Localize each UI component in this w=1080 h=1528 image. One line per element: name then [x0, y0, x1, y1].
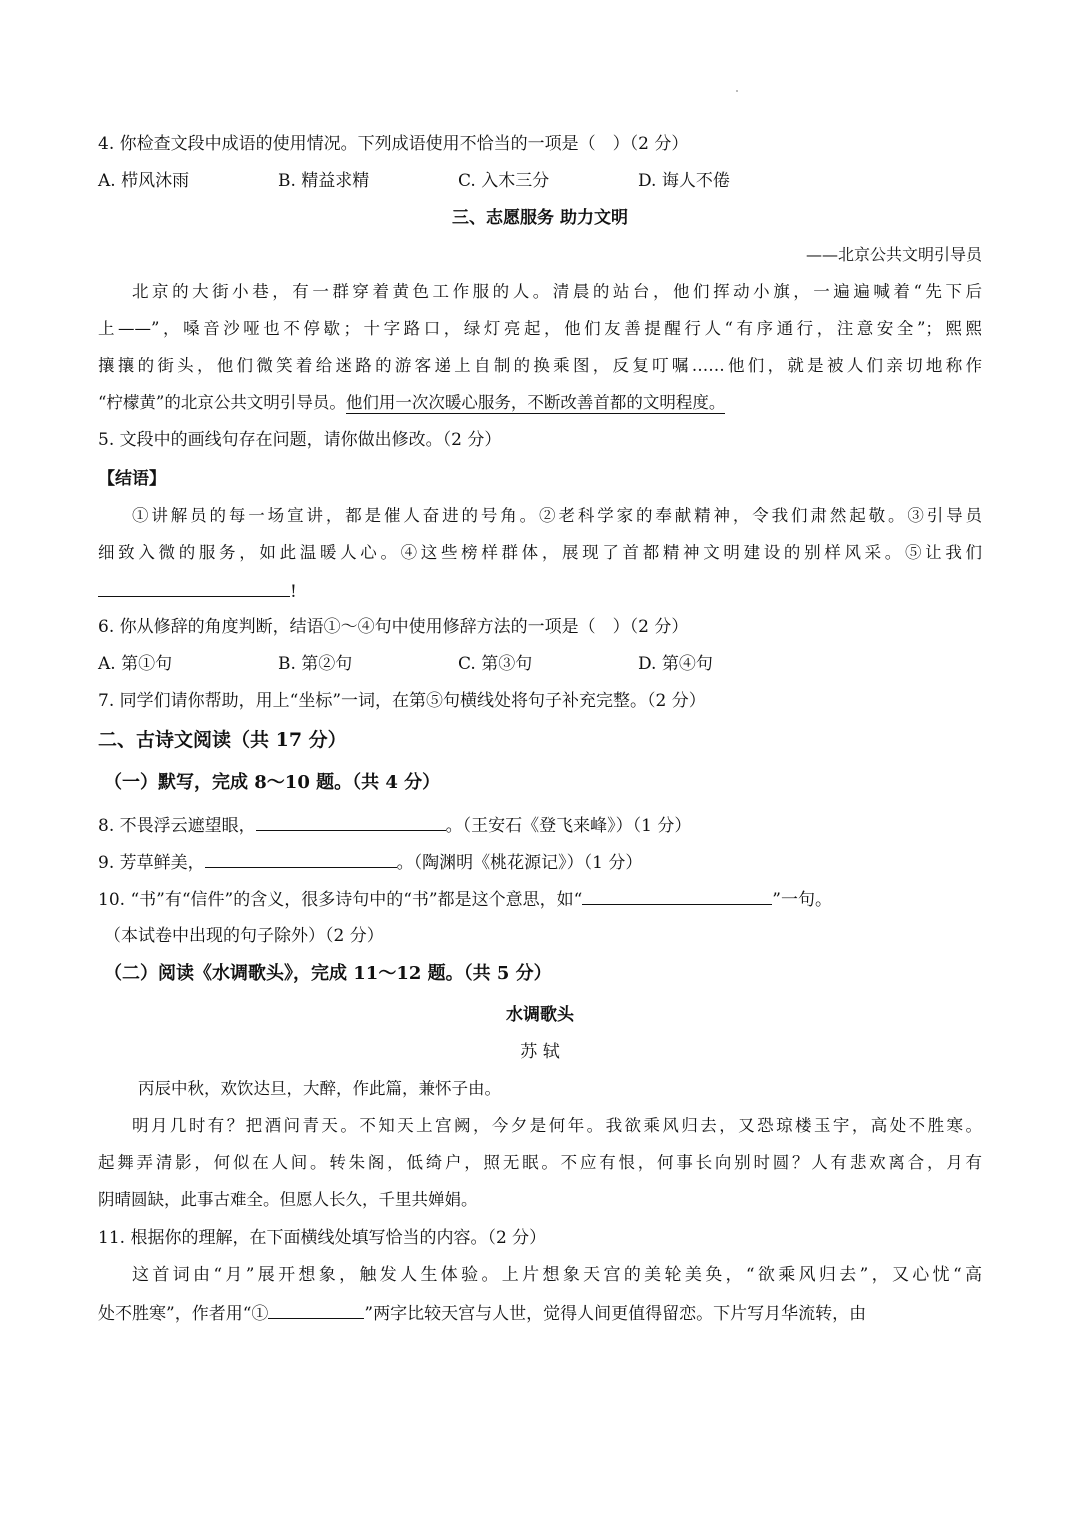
conclusion-line-3 [98, 578, 297, 604]
q10-note: （本试卷中出现的句子除外）（2 分） [104, 926, 384, 946]
answer-blank-11-1[interactable] [268, 1300, 364, 1319]
answer-blank-8[interactable] [256, 812, 446, 831]
conclusion-end-mark: ! [290, 582, 297, 602]
conclusion-line-2: 细致入微的服务，如此温暖人心。④这些榜样群体，展现了首都精神文明建设的别样风采。⑤让我们 [98, 543, 982, 562]
q11-line-2 [98, 1300, 866, 1326]
poem-author: 苏 轼 [520, 1042, 560, 1062]
answer-blank-5[interactable] [98, 578, 290, 597]
conclusion-heading: 【结语】 [98, 469, 166, 489]
q6-stem: 6. 你从修辞的角度判断，结语①～④句中使用修辞方法的一项是（ ）（2 分） [98, 617, 689, 637]
section3-para-line-1: 北京的大街小巷，有一群穿着黄色工作服的人。清晨的站台，他们挥动小旗，一遍遍喊着“先下后 [132, 282, 982, 301]
q4-option-b: B. 精益求精 [278, 171, 370, 191]
q11-stem: 11. 根据你的理解，在下面横线处填写恰当的内容。（2 分） [98, 1228, 547, 1248]
q11-line-2-post: ”两字比较天宫与人世，觉得人间更值得留恋。下片写月华流转，由 [364, 1304, 867, 1324]
q7-stem: 7. 同学们请你帮助，用上“坐标”一词，在第⑤句横线处将句子补充完整。（2 分） [98, 691, 706, 711]
q6-option-c: C. 第③句 [458, 654, 533, 674]
q9-pre: 9. 芳草鲜美， [98, 853, 205, 873]
q9 [98, 849, 642, 875]
q4-option-d: D. 诲人不倦 [638, 171, 730, 191]
q6-option-d: D. 第④句 [638, 654, 713, 674]
section3-para-line-4 [98, 391, 725, 415]
q6-option-b: B. 第②句 [278, 654, 353, 674]
poem-line-3: 阴晴圆缺，此事古难全。但愿人长久，千里共婵娟。 [98, 1190, 478, 1209]
q11-line-1: 这首词由“月”展开想象，触发人生体验。上片想象天宫的美轮美奂，“欲乘风归去”，又心忧“高 [132, 1265, 982, 1285]
poem-line-2: 起舞弄清影，何似在人间。转朱阁，低绮户，照无眠。不应有恨，何事长向别时圆？人有悲欢离合，月有 [98, 1153, 982, 1172]
q8-post: 。（王安石《登飞来峰》）（1 分） [445, 816, 692, 836]
section3-para-last-plain: “柠檬黄”的北京公共文明引导员。 [98, 393, 346, 412]
part2-sub2: （二）阅读《水调歌头》，完成 11～12 题。（共 5 分） [104, 963, 552, 984]
q4-stem: 4. 你检查文段中成语的使用情况。下列成语使用不恰当的一项是（ ）（2 分） [98, 134, 689, 154]
q9-post: 。（陶渊明《桃花源记》）（1 分） [396, 853, 643, 873]
section3-para-line-2: 上——”，嗓音沙哑也不停歇；十字路口，绿灯亮起，他们友善提醒行人“有序通行，注意安全”；熙熙 [98, 319, 982, 338]
q8 [98, 812, 691, 838]
poem-line-1: 明月几时有？把酒问青天。不知天上宫阙，今夕是何年。我欲乘风归去，又恐琼楼玉宇，高处不胜寒。 [132, 1116, 982, 1135]
q6-option-a: A. 第①句 [98, 654, 173, 674]
poem-title: 水调歌头 [506, 1005, 574, 1025]
part2-sub1: （一）默写，完成 8～10 题。（共 4 分） [104, 772, 441, 793]
section3-signature: ——北京公共文明引导员 [805, 245, 982, 264]
q8-pre: 8. 不畏浮云遮望眼， [98, 816, 256, 836]
scan-speck [736, 90, 738, 92]
part2-title: 二、古诗文阅读（共 17 分） [98, 729, 347, 751]
poem-preface: 丙辰中秋，欢饮达旦，大醉，作此篇，兼怀子由。 [138, 1079, 501, 1098]
answer-blank-10[interactable] [582, 886, 772, 905]
q10-post: ”一句。 [772, 890, 832, 910]
q11-line-2-pre: 处不胜寒”，作者用“① [98, 1304, 269, 1324]
answer-blank-9[interactable] [205, 849, 397, 868]
section3-para-line-3: 攘攘的街头，他们微笑着给迷路的游客递上自制的换乘图，反复叮嘱……他们，就是被人们亲切地称作 [98, 356, 982, 375]
q4-option-a: A. 栉风沐雨 [98, 171, 190, 191]
underlined-sentence: 他们用一次次暖心服务，不断改善首都的文明程度。 [345, 393, 726, 412]
q10-pre: 10. “书”有“信件”的含义，很多诗句中的“书”都是这个意思，如“ [98, 890, 583, 910]
conclusion-line-1: ①讲解员的每一场宣讲，都是催人奋进的号角。②老科学家的奉献精神，令我们肃然起敬。③引导员 [132, 506, 982, 525]
q4-option-c: C. 入木三分 [458, 171, 550, 191]
q10 [98, 886, 832, 912]
q5-stem: 5. 文段中的画线句存在问题，请你做出修改。（2 分） [98, 430, 502, 450]
section3-title: 三、志愿服务 助力文明 [452, 208, 628, 228]
